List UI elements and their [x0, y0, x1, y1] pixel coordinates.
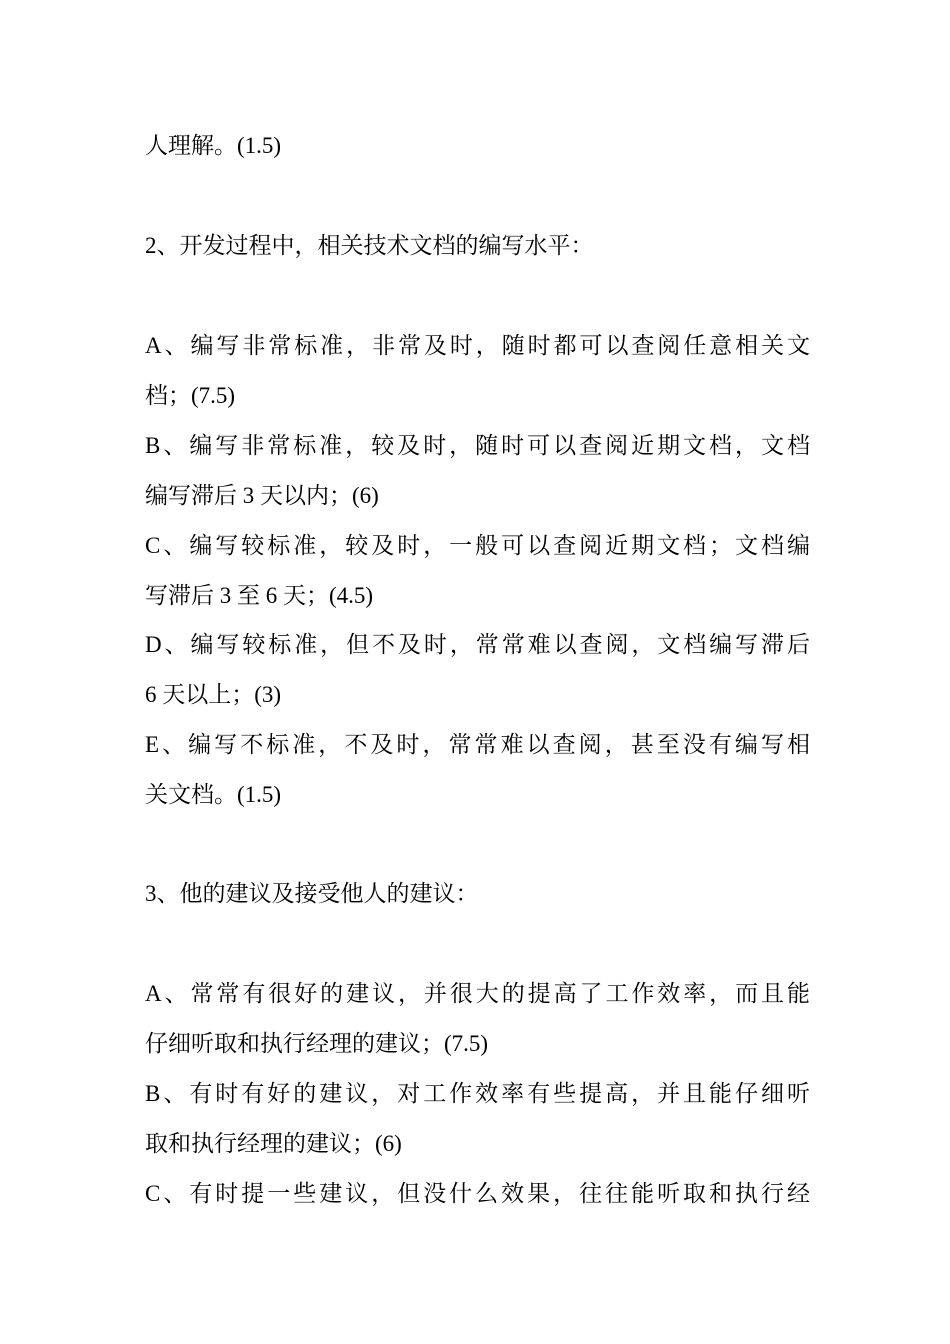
- question-heading: 2、开发过程中，相关技术文档的编写水平：: [145, 233, 594, 258]
- option-line: 取和执行经理的建议；(6): [145, 1131, 402, 1156]
- option-line: 仔细听取和执行经理的建议；(7.5): [145, 1031, 489, 1056]
- option-line: B、编写非常标准，较及时，随时可以查阅近期文档，文档: [145, 433, 810, 458]
- option-line: E、编写不标准，不及时，常常难以查阅，甚至没有编写相: [145, 732, 810, 757]
- option-line: D、编写较标准，但不及时，常常难以查阅，文档编写滞后: [145, 632, 810, 657]
- option-line: C、编写较标准，较及时，一般可以查阅近期文档；文档编: [145, 533, 810, 558]
- option-line: 档；(7.5): [145, 383, 236, 408]
- option-line: 写滞后 3 至 6 天；(4.5): [145, 583, 374, 608]
- text-line: 人理解。(1.5): [145, 133, 282, 158]
- option-line: 关文档。(1.5): [145, 782, 282, 807]
- question-heading: 3、他的建议及接受他人的建议：: [145, 881, 479, 906]
- option-line: 编写滞后 3 天以内；(6): [145, 483, 379, 508]
- option-line: A、常常有很好的建议，并很大的提高了工作效率，而且能: [145, 981, 810, 1006]
- option-line: 6 天以上；(3): [145, 682, 282, 707]
- option-line: B、有时有好的建议，对工作效率有些提高，并且能仔细听: [145, 1081, 810, 1106]
- option-line: C、有时提一些建议，但没什么效果，往往能听取和执行经: [145, 1181, 810, 1206]
- option-line: A、编写非常标准，非常及时，随时都可以查阅任意相关文: [145, 333, 810, 358]
